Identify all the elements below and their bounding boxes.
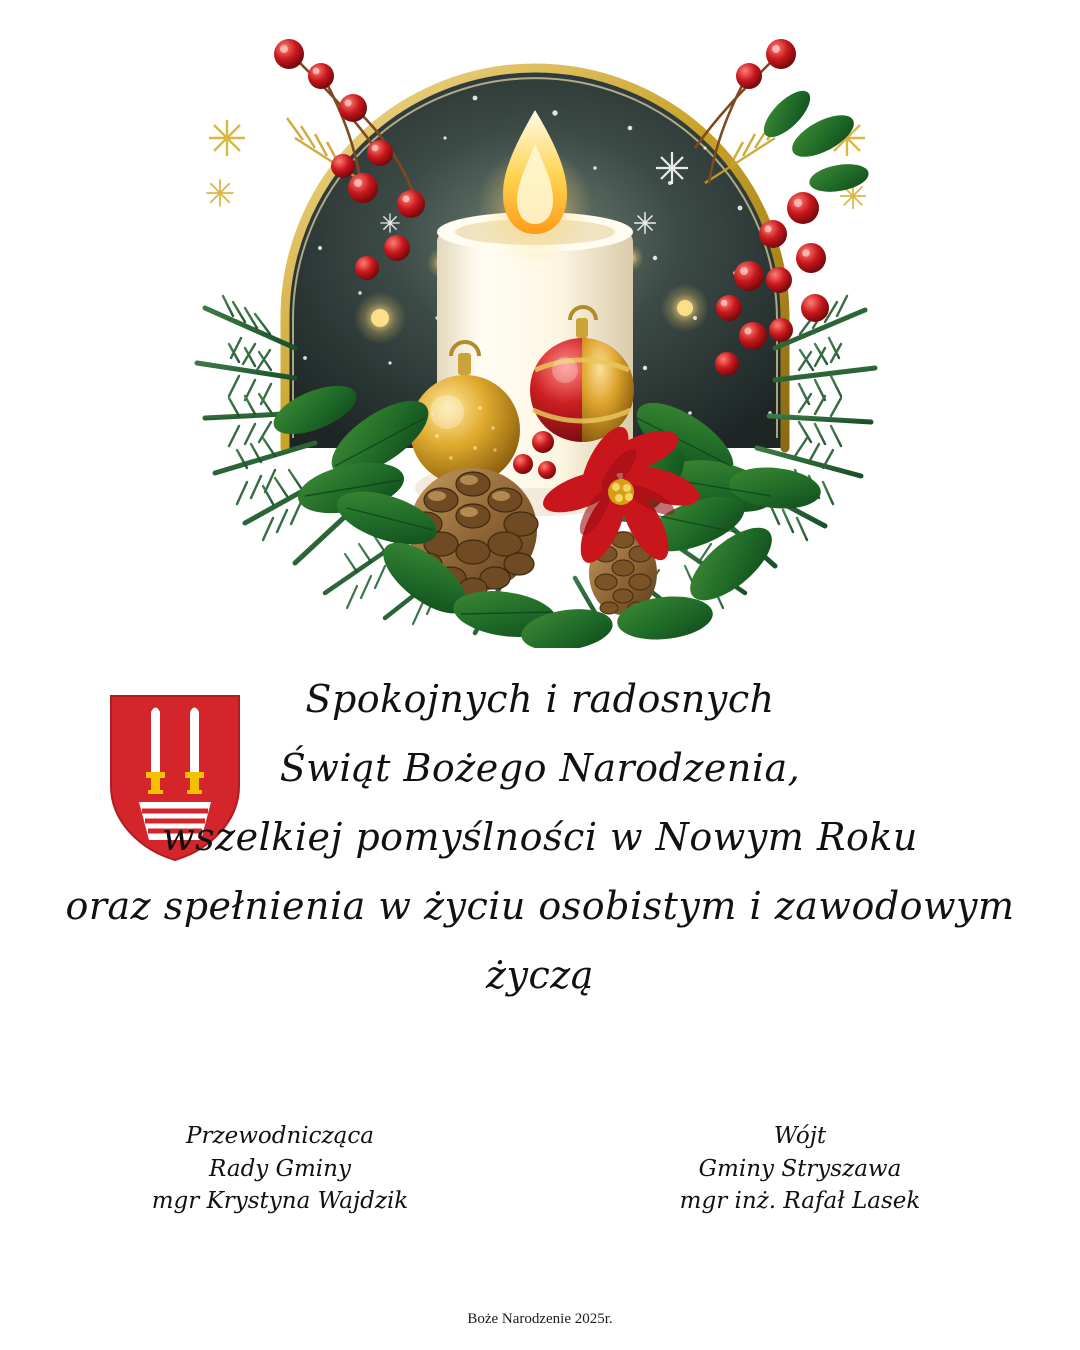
signature-name: mgr Krystyna Wajdzik	[151, 1188, 409, 1215]
signature-mayor	[590, 1120, 1010, 1218]
signature-name: mgr inż. Rafał Lasek	[679, 1188, 921, 1215]
greeting-text	[0, 677, 1080, 1025]
signature-role-line-2: Gminy Stryszawa	[698, 1155, 902, 1182]
signature-role-line-2: Rady Gminy	[209, 1155, 351, 1182]
greeting-line-4: oraz spełnienia w życiu osobistym i zawodowym	[65, 884, 1015, 928]
signature-role-line-1: Wójt	[773, 1123, 827, 1149]
footer	[0, 1310, 1080, 1328]
greeting-line-2: Świąt Bożego Narodzenia,	[279, 746, 801, 790]
footer-date: Boże Narodzenie 2025r.	[467, 1311, 613, 1327]
greeting-line-5: życzą	[486, 953, 594, 997]
signature-chairwoman	[70, 1120, 490, 1218]
signature-role-line-1: Przewodnicząca	[186, 1123, 374, 1149]
greeting-line-3: wszelkiej pomyślności w Nowym Roku	[162, 815, 918, 859]
signatures	[0, 1120, 1080, 1218]
greeting-line-1: Spokojnych i radosnych	[305, 677, 775, 721]
christmas-illustration	[175, 18, 895, 648]
